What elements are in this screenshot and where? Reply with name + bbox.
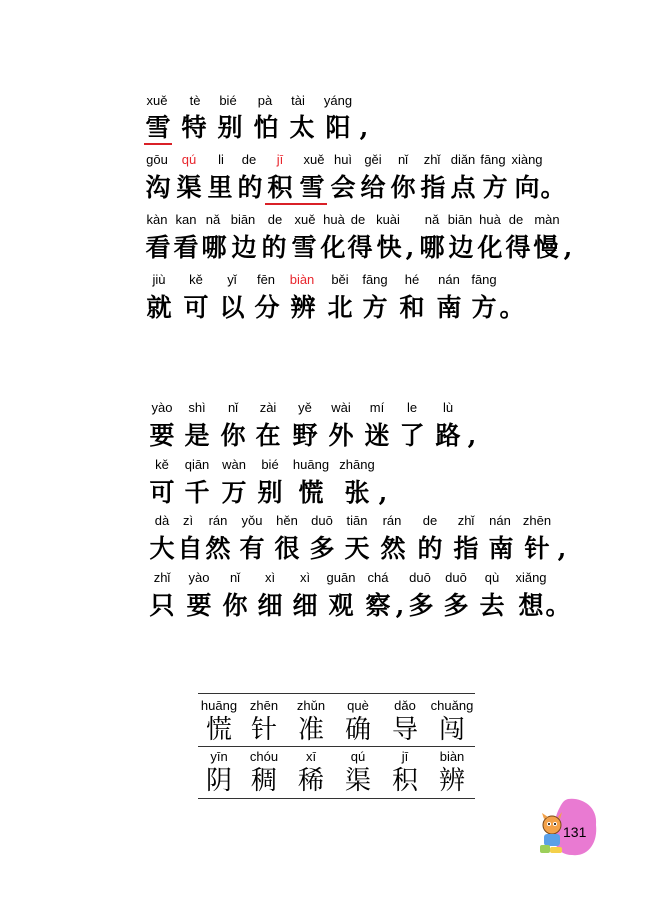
hanzi: 辨 <box>290 293 316 322</box>
hanzi: 万 <box>221 478 247 507</box>
hanzi: 观 <box>328 591 354 620</box>
pinyin-highlight: jī <box>276 152 284 167</box>
pinyin: duō <box>445 570 467 585</box>
hanzi: 多 <box>309 534 335 563</box>
hanzi: 雪 <box>299 173 325 202</box>
pinyin: kàn <box>146 212 168 227</box>
hanzi: 方 <box>362 293 388 322</box>
pinyin: yǐ <box>227 272 237 287</box>
vocab-char: 稠 <box>250 766 278 796</box>
hanzi: 慌 <box>298 478 324 507</box>
hanzi: 大 <box>149 534 175 563</box>
pinyin: kan <box>175 212 197 227</box>
pinyin: gěi <box>364 152 382 167</box>
pinyin: nǐ <box>227 400 239 415</box>
pinyin: qú <box>350 749 366 764</box>
pinyin: chá <box>367 570 389 585</box>
pinyin: fāng <box>480 152 506 167</box>
pinyin: zhǐ <box>457 513 475 528</box>
pinyin: yīn <box>210 749 228 764</box>
hanzi: 里 <box>207 173 233 202</box>
punctuation: 。 <box>545 591 571 620</box>
hanzi: 得 <box>505 233 531 262</box>
pinyin: huì <box>333 152 353 167</box>
punctuation: , <box>405 233 415 262</box>
hanzi: 慢 <box>533 233 559 262</box>
hanzi: 分 <box>254 293 280 322</box>
pinyin: zhēn <box>522 513 552 528</box>
pinyin: biàn <box>439 749 465 764</box>
pinyin: yáng <box>323 93 353 108</box>
pinyin: lù <box>442 400 454 415</box>
pinyin: yào <box>188 570 210 585</box>
hanzi: 细 <box>292 591 318 620</box>
hanzi: 想 <box>518 591 544 620</box>
vocab-char: 准 <box>297 715 325 745</box>
punctuation: , <box>467 421 477 450</box>
pinyin: chuǎng <box>430 698 474 713</box>
pinyin: yě <box>298 400 312 415</box>
pinyin: kuài <box>376 212 400 227</box>
pinyin: duō <box>311 513 333 528</box>
pinyin: dǎo <box>394 698 416 713</box>
hanzi: 快 <box>376 233 402 262</box>
pinyin: qiān <box>184 457 210 472</box>
pinyin: de <box>422 513 438 528</box>
pinyin: le <box>406 400 418 415</box>
pinyin: nǎ <box>424 212 440 227</box>
pinyin: diǎn <box>450 152 476 167</box>
hanzi: 迷 <box>364 421 390 450</box>
hanzi: 沟 <box>145 173 171 202</box>
hanzi: 在 <box>255 421 281 450</box>
hanzi: 有 <box>239 534 265 563</box>
punctuation: , <box>378 478 388 507</box>
pinyin: dà <box>154 513 170 528</box>
hanzi: 南 <box>436 293 462 322</box>
hanzi: 然 <box>380 534 406 563</box>
pinyin: zhāng <box>339 457 375 472</box>
vocab-rule-top <box>198 693 475 694</box>
hanzi: 针 <box>524 534 550 563</box>
hanzi: 多 <box>408 591 434 620</box>
hanzi: 哪 <box>201 233 227 262</box>
pinyin: hé <box>404 272 420 287</box>
pinyin: wàn <box>222 457 246 472</box>
hanzi: 方 <box>482 173 508 202</box>
pinyin: xiàng <box>511 152 543 167</box>
pinyin: fāng <box>362 272 388 287</box>
pinyin-highlight: qú <box>181 152 197 167</box>
pinyin: bié <box>219 93 237 108</box>
pinyin: huà <box>479 212 501 227</box>
pinyin: xuě <box>146 93 168 108</box>
hanzi: 看 <box>145 233 171 262</box>
pinyin: hěn <box>276 513 298 528</box>
pinyin: xì <box>299 570 311 585</box>
page-number: 131 <box>563 824 587 840</box>
hanzi: 南 <box>488 534 514 563</box>
hanzi: 了 <box>399 421 425 450</box>
hanzi: 太 <box>289 113 315 142</box>
pinyin: gōu <box>146 152 168 167</box>
pinyin: màn <box>534 212 560 227</box>
hanzi: 你 <box>222 591 248 620</box>
hanzi: 是 <box>184 421 210 450</box>
pinyin: de <box>350 212 366 227</box>
hanzi: 很 <box>274 534 300 563</box>
hanzi: 看 <box>173 233 199 262</box>
pinyin: yào <box>151 400 173 415</box>
pinyin: duō <box>409 570 431 585</box>
hanzi: 阳 <box>325 113 351 142</box>
pinyin: nǐ <box>397 152 409 167</box>
pinyin: fēn <box>256 272 276 287</box>
pinyin: tè <box>189 93 201 108</box>
hanzi: 细 <box>257 591 283 620</box>
pinyin: biān <box>230 212 256 227</box>
hanzi: 雪 <box>145 113 171 142</box>
hanzi: 化 <box>320 233 346 262</box>
hanzi: 得 <box>347 233 373 262</box>
hanzi: 的 <box>261 233 287 262</box>
pinyin: nǎ <box>205 212 221 227</box>
hanzi: 路 <box>435 421 461 450</box>
hanzi: 边 <box>448 233 474 262</box>
punctuation: , <box>359 113 369 142</box>
hanzi: 然 <box>205 534 231 563</box>
pinyin: wài <box>331 400 351 415</box>
hanzi: 要 <box>186 591 212 620</box>
hanzi: 给 <box>360 173 386 202</box>
vocab-char: 阴 <box>205 766 233 796</box>
pinyin: tiān <box>346 513 368 528</box>
hanzi: 野 <box>292 421 318 450</box>
pinyin: běi <box>331 272 349 287</box>
pinyin: zài <box>259 400 277 415</box>
hanzi: 张 <box>344 478 370 507</box>
hanzi: 别 <box>217 113 243 142</box>
punctuation: , <box>563 233 573 262</box>
pinyin-highlight: biàn <box>289 272 315 287</box>
pinyin: zhǐ <box>423 152 441 167</box>
pinyin: de <box>267 212 283 227</box>
pinyin: kě <box>189 272 203 287</box>
pinyin: zhǔn <box>296 698 326 713</box>
vocab-rule-bottom <box>198 798 475 799</box>
vocab-char: 辨 <box>438 766 466 796</box>
hanzi: 去 <box>479 591 505 620</box>
pinyin: huāng <box>292 457 330 472</box>
hanzi: 北 <box>327 293 353 322</box>
pinyin: biān <box>447 212 473 227</box>
punctuation: 。 <box>540 173 566 202</box>
pinyin: chóu <box>249 749 279 764</box>
hanzi: 指 <box>453 534 479 563</box>
pinyin: zhǐ <box>153 570 171 585</box>
pinyin: jī <box>401 749 409 764</box>
pinyin: xì <box>264 570 276 585</box>
hanzi: 自 <box>177 534 203 563</box>
hanzi: 特 <box>181 113 207 142</box>
hanzi: 点 <box>450 173 476 202</box>
pinyin: de <box>508 212 524 227</box>
pinyin: què <box>347 698 369 713</box>
pinyin: xuě <box>294 212 316 227</box>
hanzi: 化 <box>477 233 503 262</box>
pinyin: nán <box>489 513 511 528</box>
pinyin: rán <box>382 513 402 528</box>
hanzi: 的 <box>237 173 263 202</box>
underline-mark <box>144 143 172 145</box>
hanzi: 多 <box>443 591 469 620</box>
pinyin: rán <box>208 513 228 528</box>
hanzi: 指 <box>420 173 446 202</box>
vocab-char: 导 <box>391 715 419 745</box>
hanzi: 外 <box>328 421 354 450</box>
hanzi: 要 <box>149 421 175 450</box>
pinyin: kě <box>155 457 169 472</box>
hanzi: 可 <box>149 478 175 507</box>
pinyin: li <box>218 152 224 167</box>
vocab-char: 针 <box>250 715 278 745</box>
pinyin: qù <box>484 570 500 585</box>
pinyin: jiù <box>152 272 166 287</box>
pinyin: pà <box>257 93 273 108</box>
vocab-char: 稀 <box>297 766 325 796</box>
hanzi: 边 <box>231 233 257 262</box>
pinyin: zhēn <box>249 698 279 713</box>
pinyin: xuě <box>303 152 325 167</box>
pinyin: mí <box>369 400 385 415</box>
hanzi: 渠 <box>176 173 202 202</box>
hanzi: 千 <box>184 478 210 507</box>
hanzi: 你 <box>390 173 416 202</box>
hanzi: 的 <box>417 534 443 563</box>
vocab-char: 积 <box>391 766 419 796</box>
pinyin: guān <box>326 570 356 585</box>
hanzi: 察 <box>365 591 391 620</box>
hanzi: 方 <box>471 293 497 322</box>
pinyin: bié <box>261 457 279 472</box>
hanzi: 怕 <box>253 113 279 142</box>
pinyin: tài <box>291 93 305 108</box>
vocab-char: 渠 <box>344 766 372 796</box>
punctuation: 。 <box>499 293 525 322</box>
hanzi: 别 <box>257 478 283 507</box>
vocab-char: 闯 <box>438 715 466 745</box>
pinyin: huāng <box>200 698 238 713</box>
hanzi: 你 <box>220 421 246 450</box>
hanzi: 哪 <box>419 233 445 262</box>
pinyin: shì <box>188 400 206 415</box>
hanzi: 天 <box>344 534 370 563</box>
hanzi: 雪 <box>291 233 317 262</box>
pinyin: xī <box>305 749 317 764</box>
pinyin: zì <box>182 513 194 528</box>
hanzi: 会 <box>330 173 356 202</box>
pinyin: xiǎng <box>515 570 547 585</box>
vocab-char: 慌 <box>205 715 233 745</box>
pinyin: nán <box>438 272 460 287</box>
vocab-char: 确 <box>344 715 372 745</box>
punctuation: , <box>557 534 567 563</box>
hanzi: 只 <box>149 591 175 620</box>
pinyin: de <box>241 152 257 167</box>
pinyin: fāng <box>471 272 497 287</box>
vocab-rule-middle <box>198 746 475 747</box>
hanzi: 和 <box>399 293 425 322</box>
hanzi: 可 <box>183 293 209 322</box>
hanzi: 就 <box>146 293 172 322</box>
punctuation: , <box>395 591 405 620</box>
underline-mark <box>265 203 327 205</box>
pinyin: nǐ <box>229 570 241 585</box>
pinyin: yǒu <box>241 513 263 528</box>
hanzi: 以 <box>219 293 245 322</box>
hanzi: 向 <box>514 173 540 202</box>
hanzi: 积 <box>267 173 293 202</box>
pinyin: huà <box>323 212 345 227</box>
